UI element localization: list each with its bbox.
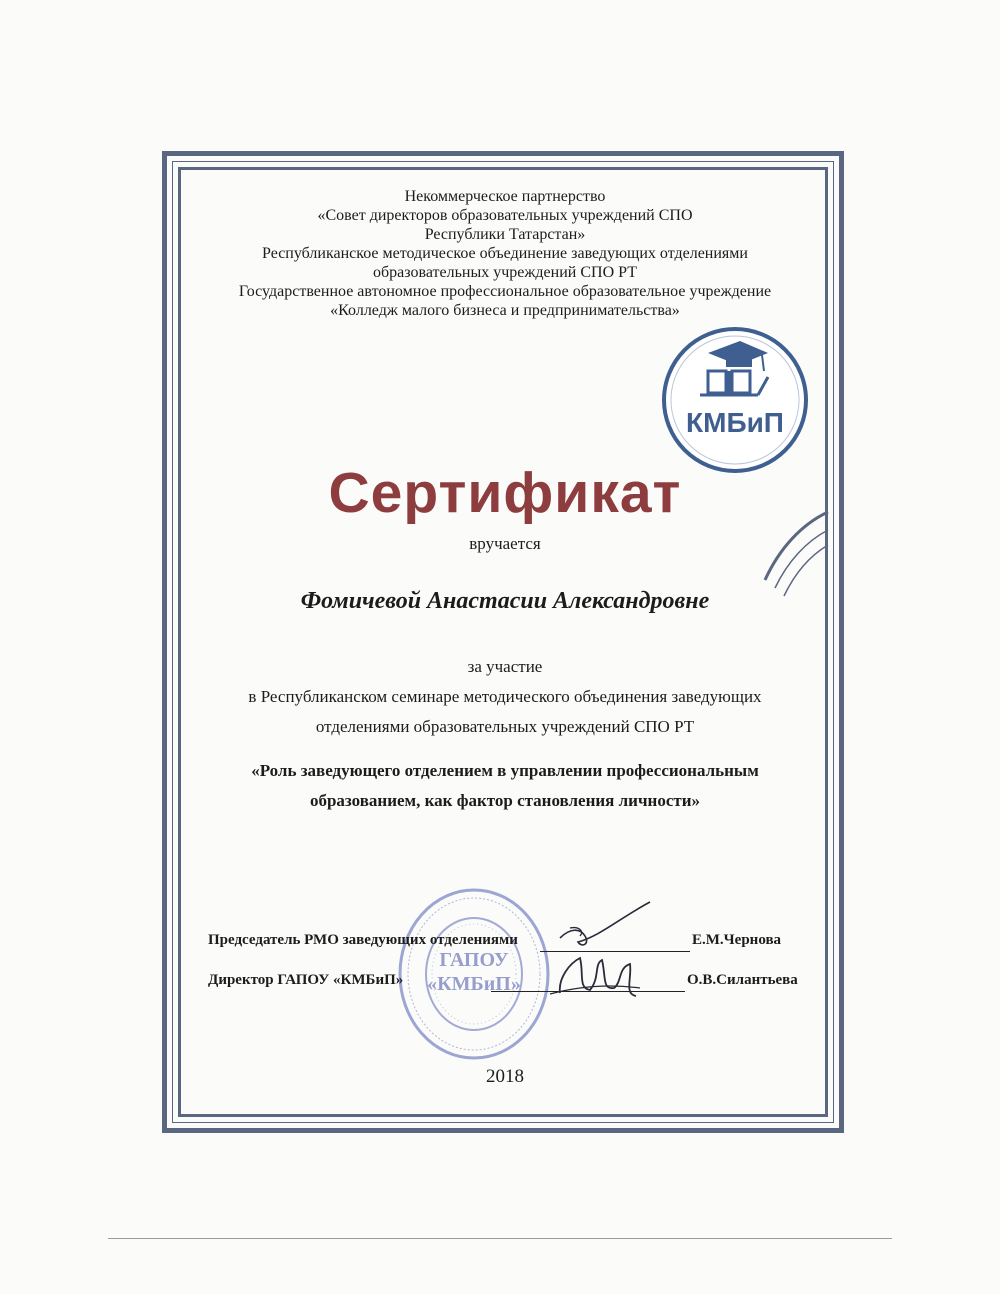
logo-text: КМБиП bbox=[686, 407, 784, 438]
header-line: образовательных учреждений СПО РТ bbox=[373, 264, 637, 281]
body-line: в Республиканском семинаре методического объединения заведующих bbox=[248, 687, 762, 706]
stamp-text-line1: ГАПОУ bbox=[439, 949, 509, 971]
signature-row-chairman bbox=[208, 932, 808, 954]
stamp-text-line2: «КМБиП» bbox=[427, 973, 521, 995]
organization-header bbox=[200, 187, 810, 320]
handwritten-signatures bbox=[540, 898, 670, 1008]
recipient-name: Фомичевой Анастасии Александровне bbox=[300, 588, 710, 614]
awarded-label: вручается bbox=[469, 534, 541, 553]
signature-role: Директор ГАПОУ «КМБиП» bbox=[208, 972, 404, 988]
college-logo bbox=[660, 325, 810, 475]
signatory-name: О.В.Силантьева bbox=[687, 972, 798, 988]
header-line: Республиканское методическое объединение заведующих отделениями bbox=[262, 245, 748, 262]
header-line: Государственное автономное профессиональное образовательное учреждение bbox=[238, 283, 772, 300]
signature-row-director bbox=[208, 972, 808, 994]
scan-edge-line bbox=[108, 1238, 892, 1239]
signatory-name: Е.М.Чернова bbox=[692, 932, 782, 948]
certificate-title: Сертификат bbox=[328, 461, 682, 525]
seminar-topic bbox=[200, 756, 810, 816]
body-line: отделениями образовательных учреждений СПО РТ bbox=[315, 717, 695, 736]
topic-line: образованием, как фактор становления личности» bbox=[309, 791, 701, 810]
header-line: «Совет директоров образовательных учреждений СПО bbox=[317, 207, 693, 224]
issue-year: 2018 bbox=[486, 1066, 524, 1087]
participation-text bbox=[200, 652, 810, 742]
topic-line: «Роль заведующего отделением в управлении профессиональным bbox=[251, 761, 759, 780]
signature-role: Председатель РМО заведующих отделениями bbox=[208, 932, 518, 948]
header-line: Республики Татарстан» bbox=[424, 226, 586, 243]
body-line: за участие bbox=[467, 657, 543, 676]
header-line: «Колледж малого бизнеса и предпринимательства» bbox=[330, 302, 680, 319]
header-line: Некоммерческое партнерство bbox=[404, 188, 606, 205]
